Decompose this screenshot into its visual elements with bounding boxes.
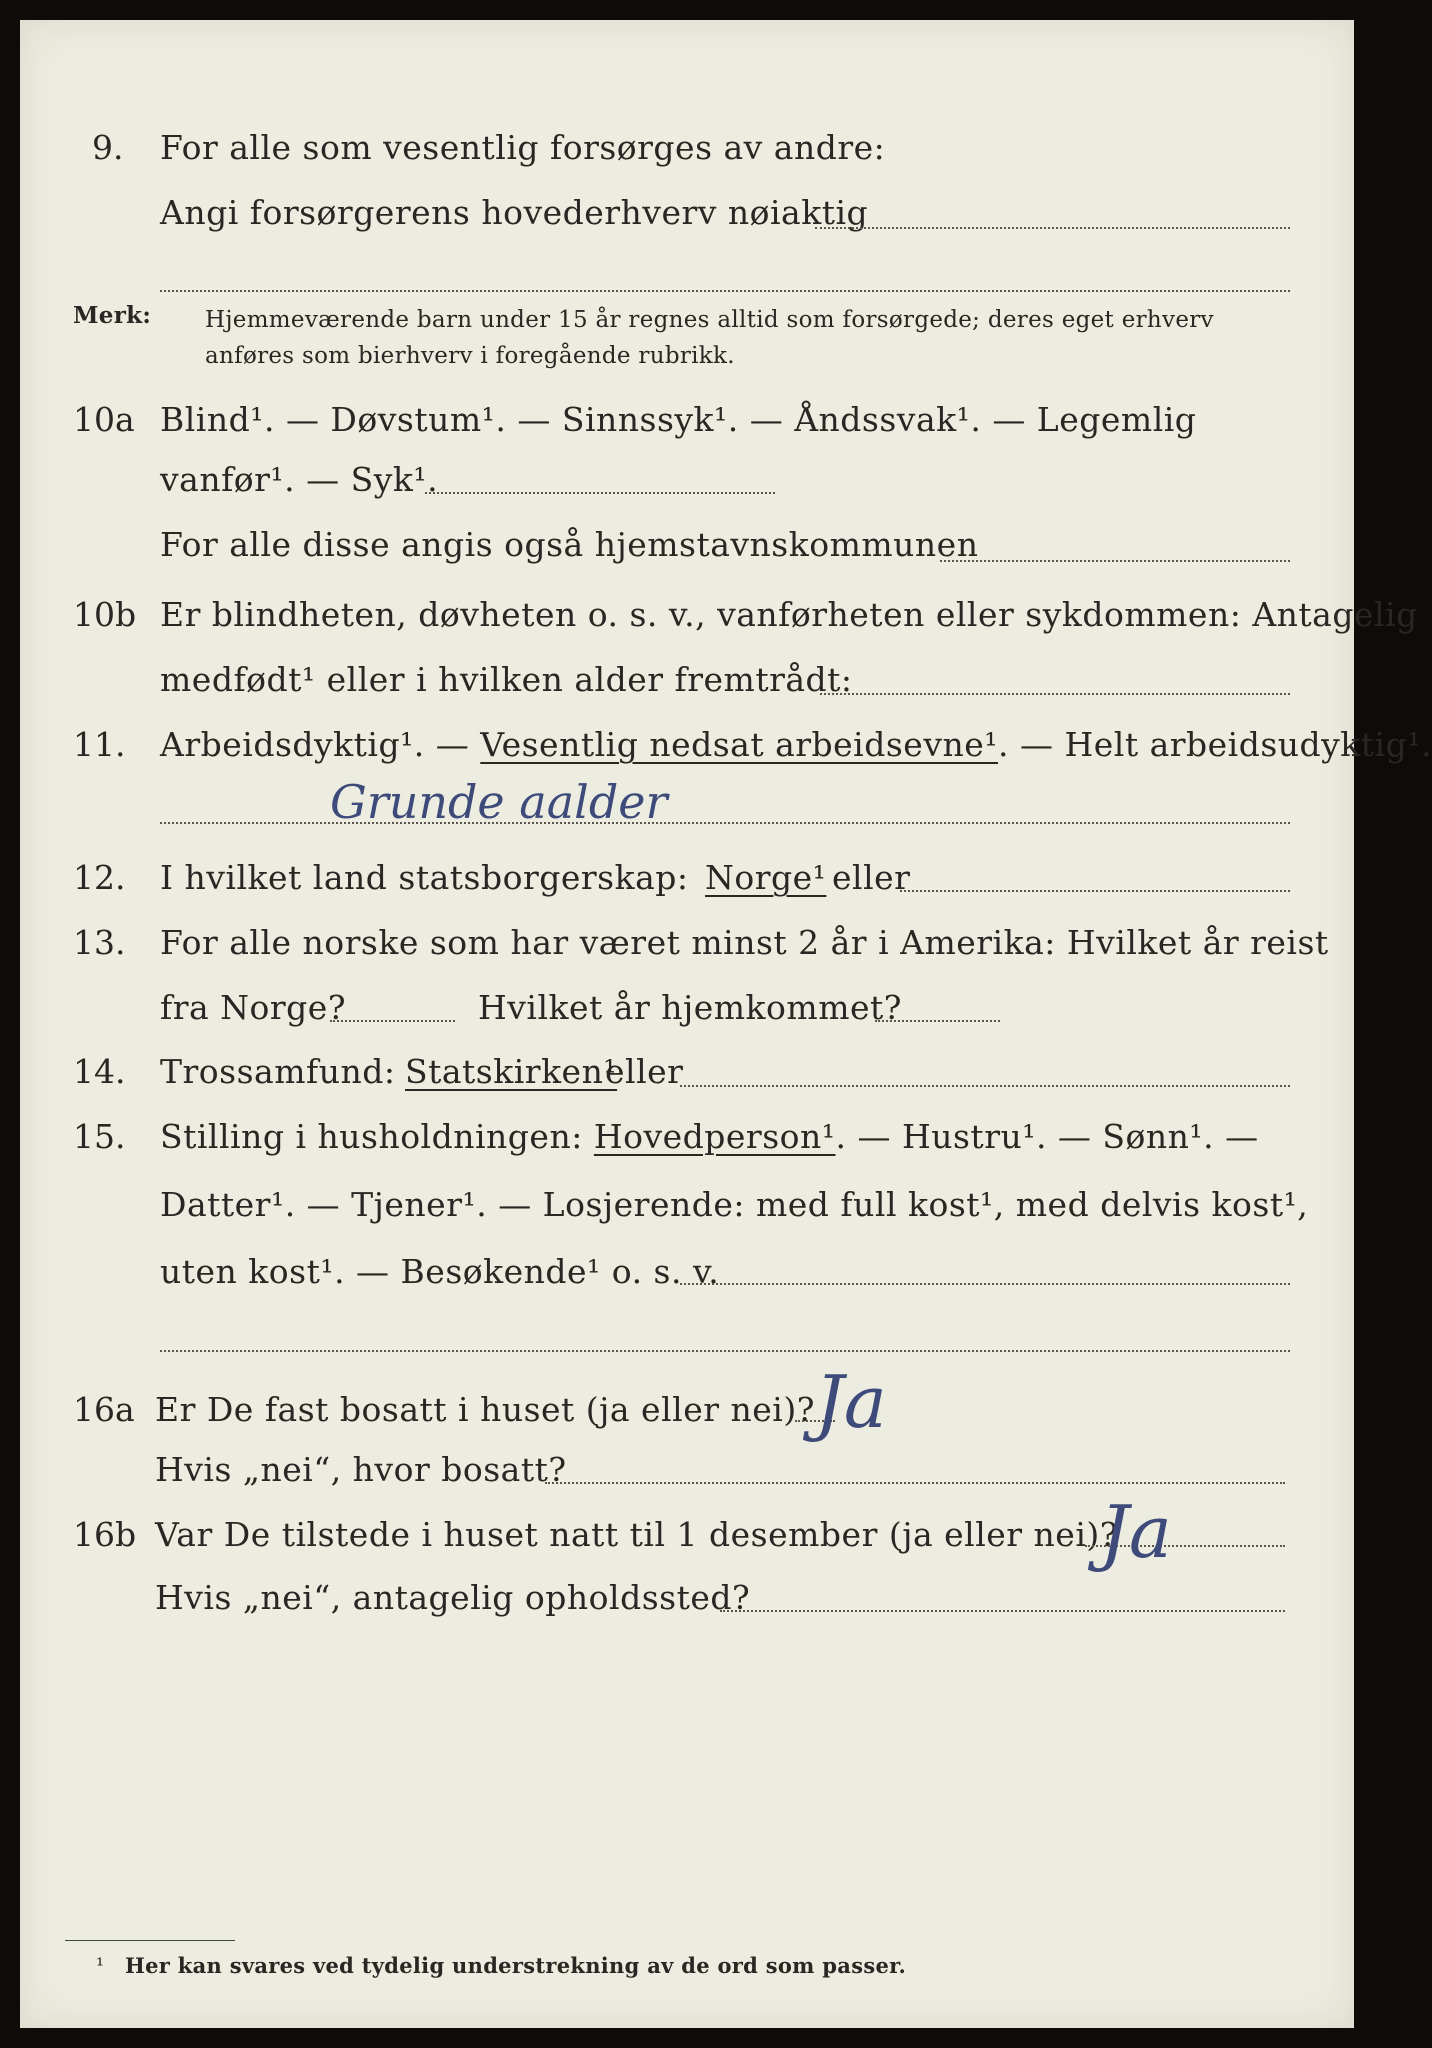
q11-answer-line — [160, 822, 1290, 824]
q10b-line1: Er blindheten, døvheten o. s. v., vanførheten eller sykdommen: Antagelig — [160, 595, 1418, 634]
q16b-where-line — [720, 1610, 1285, 1612]
q15-answer-line-2 — [160, 1350, 1290, 1352]
q10b-number: 10b — [73, 595, 137, 634]
q10a-number: 10a — [73, 400, 135, 439]
q9-answer-line — [815, 227, 1290, 229]
q10a-line3: For alle disse angis også hjemstavnskommunen — [160, 525, 979, 564]
q15-line3: uten kost¹. — Besøkende¹ o. s. v. — [160, 1252, 720, 1291]
q14-tail: eller — [605, 1052, 684, 1091]
q16a-where-line — [545, 1482, 1285, 1484]
q16b-handwritten-answer: Ja — [1100, 1490, 1172, 1574]
footnote-divider — [65, 1940, 235, 1941]
merk-label: Merk: — [73, 302, 152, 329]
q11-handwritten-answer: Grunde aalder — [330, 775, 668, 829]
q16b-line2: Hvis „nei“, antagelig opholdssted? — [155, 1578, 751, 1617]
q16a-handwritten-answer: Ja — [815, 1360, 887, 1444]
q10b-line2: medfødt¹ eller i hvilken alder fremtrådt: — [160, 660, 853, 699]
q13-line1: For alle norske som har været minst 2 år i Amerika: Hvilket år reist — [160, 923, 1329, 962]
q16b-number: 16b — [73, 1515, 137, 1554]
q12-text: I hvilket land statsborgerskap: — [160, 858, 689, 897]
q10a-answer-line — [425, 492, 775, 494]
q15-line1a: Stilling i husholdningen: — [160, 1117, 583, 1156]
q9-answer-line-2 — [160, 290, 1290, 292]
q9-line2: Angi forsørgerens hovederhverv nøiaktig — [160, 193, 869, 232]
q13-number: 13. — [73, 923, 126, 962]
merk-line2: anføres som bierhverv i foregående rubrikk. — [205, 343, 735, 369]
footnote-text: Her kan svares ved tydelig understrekning av de ord som passer. — [125, 1953, 907, 1978]
q12-answer-line — [900, 890, 1290, 892]
q15-line2: Datter¹. — Tjener¹. — Losjerende: med full kost¹, med delvis kost¹, — [160, 1185, 1309, 1224]
q10a-line2: vanfør¹. — Syk¹. — [160, 460, 439, 499]
q12-number: 12. — [73, 858, 126, 897]
q14-number: 14. — [73, 1052, 126, 1091]
q14-selected-option: Statskirken¹ — [405, 1052, 618, 1091]
q14-text: Trossamfund: — [160, 1052, 396, 1091]
q13-line2b: Hvilket år hjemkommet? — [478, 988, 902, 1027]
q11-part1: Arbeidsdyktig¹. — — [160, 725, 481, 764]
q11-line1 — [160, 725, 1432, 764]
q12-selected-option: Norge¹ — [705, 858, 827, 897]
q9-line1: For alle som vesentlig forsørges av andre: — [160, 128, 886, 167]
q13-year-returned-line — [875, 1020, 1000, 1022]
q10b-answer-line — [820, 693, 1290, 695]
merk-line1: Hjemmeværende barn under 15 år regnes alltid som forsørgede; deres eget erhverv — [205, 307, 1214, 333]
q10a-hometown-line — [940, 560, 1290, 562]
footnote-mark: ¹ — [96, 1953, 105, 1977]
q9-number: 9. — [92, 128, 124, 167]
q16a-line1: Er De fast bosatt i huset (ja eller nei)? — [155, 1390, 815, 1429]
q15-answer-line — [680, 1283, 1290, 1285]
q16a-line2: Hvis „nei“, hvor bosatt? — [155, 1450, 567, 1489]
q15-number: 15. — [73, 1117, 126, 1156]
q15-line1 — [160, 1117, 1259, 1156]
q12-tail: eller — [832, 858, 911, 897]
q11-selected-option: Vesentlig nedsat arbeidsevne¹ — [480, 725, 998, 764]
q10a-line1: Blind¹. — Døvstum¹. — Sinnssyk¹. — Åndssvak¹. — Legemlig — [160, 400, 1197, 439]
q11-number: 11. — [73, 725, 126, 764]
q15-selected-option: Hovedperson¹ — [593, 1117, 836, 1156]
q14-answer-line — [680, 1085, 1290, 1087]
q13-line2a: fra Norge? — [160, 988, 347, 1027]
q11-part3: . — Helt arbeidsudyktig¹. — [997, 725, 1432, 764]
q16b-line1: Var De tilstede i huset natt til 1 desember (ja eller nei)? — [155, 1515, 1118, 1554]
q13-year-left-line — [330, 1020, 455, 1022]
q16a-number: 16a — [73, 1390, 135, 1429]
q15-line1c: . — Hustru¹. — Sønn¹. — — [835, 1117, 1259, 1156]
